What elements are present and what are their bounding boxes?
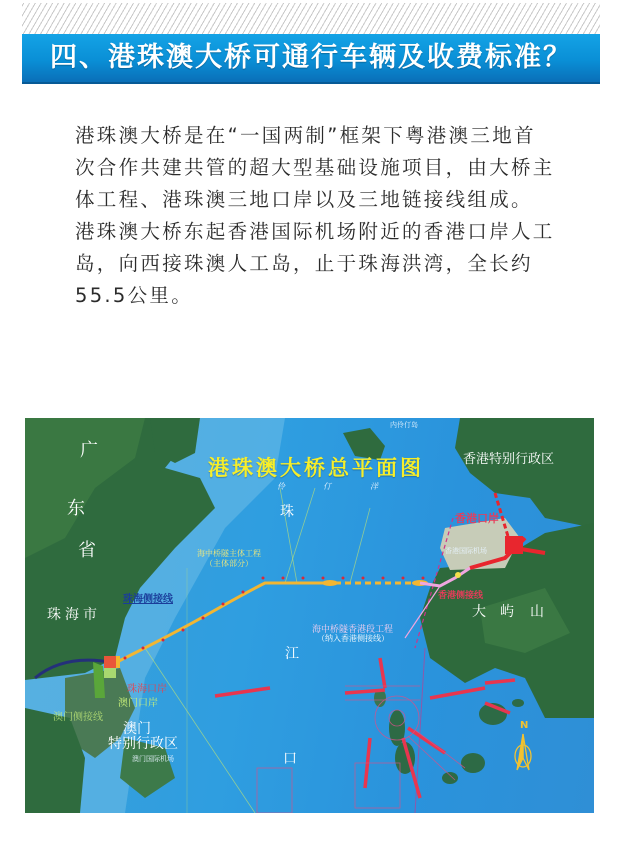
label-lantau-3: 山 [530,604,544,620]
label-main-works: 海中桥隧主体工程 [197,549,261,558]
label-guangdong-3: 省 [78,540,96,561]
label-macau-link: 澳门侧接线 [53,712,103,723]
label-zhuhai-link: 珠海侧接线 [123,594,173,605]
label-macau-airport: 澳门国际机场 [132,755,174,763]
label-water-zhu: 珠 [280,504,294,520]
label-water-yang: 洋 [370,482,378,491]
section-title: 四、港珠澳大桥可通行车辆及收费标准？ [50,42,572,73]
label-water-kou: 口 [283,751,297,767]
label-hk-link: 香港侧接线 [438,591,484,601]
label-inner-lingding: 内伶仃岛 [390,421,418,429]
hatch-decoration [22,3,600,34]
paragraph-intro: 港珠澳大桥是在“一国两制”框架下粤港澳三地首次合作共建共管的超大型基础设施项目，由大桥主体工程、港珠澳三地口岸以及三地链接线组成。 [75,124,555,211]
label-water-ling: 伶 [277,482,285,491]
label-hk-sar: 香港特别行政区 [463,452,555,467]
header-bar [22,34,600,82]
label-hk-airport: 香港国际机场 [445,547,487,555]
label-macau-port: 澳门口岸 [118,698,158,709]
article-body [75,120,555,312]
label-lantau-2: 屿 [500,604,514,620]
label-zhuhai-port: 珠海口岸 [127,684,167,695]
section-header [22,3,600,81]
label-main-works-sub: （主体部分） [205,559,253,568]
compass-icon [513,730,533,768]
label-water-jiang: 江 [285,646,299,662]
label-hk-link-works: 海中桥隧香港段工程 [312,625,394,635]
map-title: 港珠澳大桥总平面图 [208,456,424,480]
label-zhuhai-city: 珠海市 [47,607,101,623]
label-hk-link-works-sub: （纳入香港侧接线） [317,634,389,643]
label-water-ding: 仃 [323,482,331,491]
label-guangdong-1: 广 [80,440,98,461]
compass-north-label: N [520,720,529,731]
label-macau-2: 特别行政区 [108,736,178,752]
label-macau-1: 澳门 [123,721,151,737]
label-lantau-1: 大 [472,604,486,620]
label-hk-port: 香港口岸 [455,512,499,525]
paragraph-route: 港珠澳大桥东起香港国际机场附近的香港口岸人工岛，向西接珠澳人工岛，止于珠海洪湾，全长约55.5公里。 [75,220,555,307]
bridge-plan-map [25,418,594,813]
label-guangdong-2: 东 [67,498,85,519]
